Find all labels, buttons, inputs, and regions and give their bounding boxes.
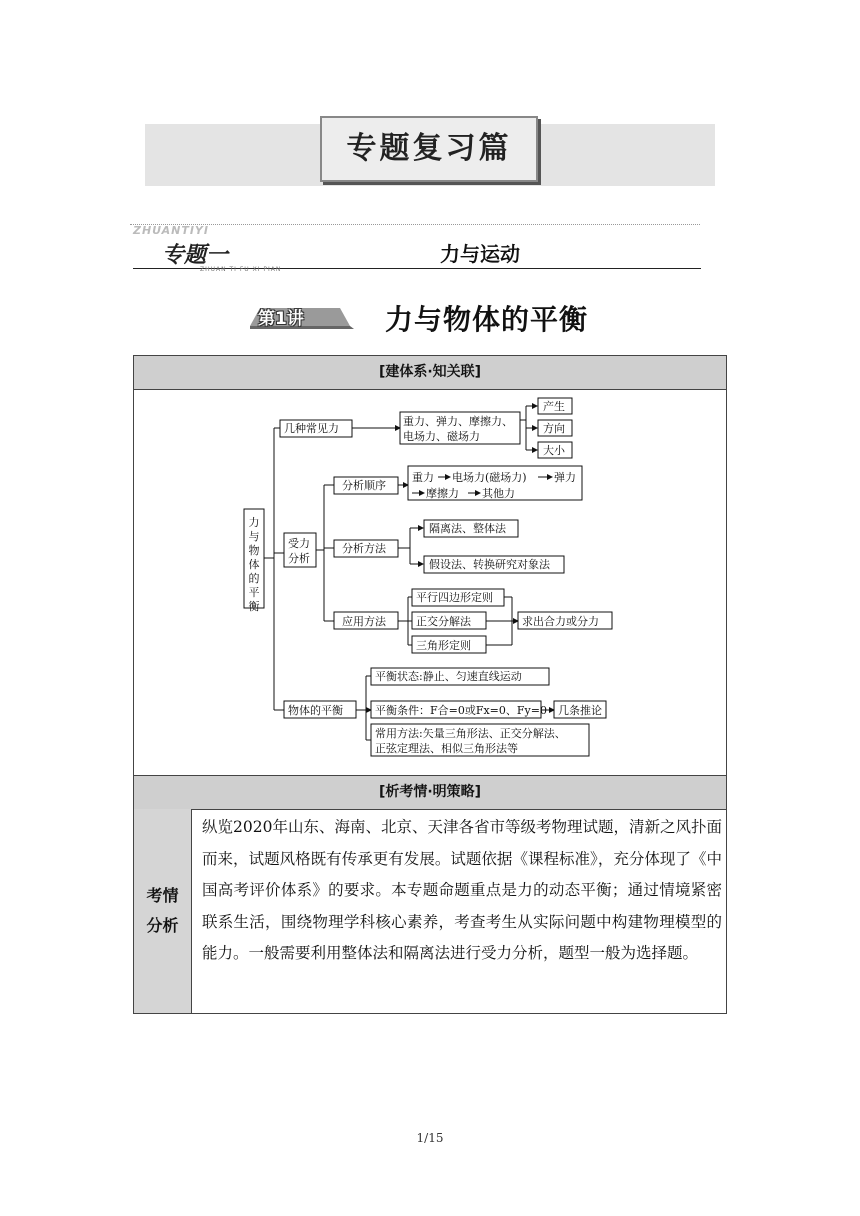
application-result: 求出合力或分力 [522, 615, 599, 628]
topic-small-logo: ZHUAN TI FU XI PIAN [200, 266, 282, 273]
forces-list-line1: 重力、弹力、摩擦力、 [403, 415, 513, 428]
root-char-6: 衡 [248, 600, 260, 613]
analysis-row-label-cell [134, 809, 192, 1013]
force-analysis-line1: 受力 [288, 537, 310, 550]
topic-title: 力与运动 [440, 242, 520, 266]
content-table [133, 355, 727, 1014]
analysis-row-label: 考情分析 [146, 886, 179, 935]
aspect-direction: 方向 [543, 422, 565, 435]
order-friction: 摩擦力 [426, 487, 459, 500]
concept-map [134, 390, 726, 775]
force-analysis-line2: 分析 [288, 552, 310, 565]
application-orthogonal: 正交分解法 [416, 615, 471, 628]
root-char-1: 与 [248, 530, 260, 543]
root-char-2: 物 [248, 544, 260, 557]
application-parallelogram: 平行四边形定则 [416, 591, 493, 604]
order-elastic: 弹力 [554, 471, 576, 484]
topic-label: 专题一 [162, 243, 229, 268]
equilibrium-condition: 平衡条件：F合=0或Fx=0、Fy=0 [375, 704, 547, 717]
topic-dotted-rule [130, 224, 700, 225]
aspect-produce: 产生 [543, 400, 565, 413]
forces-list-line2: 电场力、磁场力 [403, 430, 480, 443]
order-electric: 电场力(磁场力) [452, 471, 527, 484]
section-header-system: [建体系·知关联] [134, 356, 726, 390]
equilibrium-state: 平衡状态:静止、匀速直线运动 [375, 670, 522, 683]
page-number: 1/15 [416, 1131, 444, 1145]
root-char-0: 力 [248, 516, 260, 529]
common-methods-line2: 正弦定理法、相似三角形法等 [375, 742, 518, 755]
common-forces-label: 几种常见力 [284, 422, 339, 435]
analysis-method-label: 分析方法 [342, 542, 386, 555]
analysis-paragraph: 纵览2020年山东、海南、北京、天津各省市等级考物理试题，清新之风扑面而来，试题风格既有传承更有发展。试题依据《课程标准》，充分体现了《中国高考评价体系》的要求。本专题命题重点是力的动态平衡；通过情境紧密联系生活，围绕物理学科核心素养，考查考生从实际问题中构建物理模型的能力。一般需要利用整体法和隔离法进行受力分析，题型一般为选择题。 [202, 818, 722, 962]
equilibrium-result: 几条推论 [558, 704, 602, 717]
method-assumption: 假设法、转换研究对象法 [429, 558, 550, 571]
aspect-magnitude: 大小 [543, 444, 565, 457]
method-isolation: 隔离法、整体法 [429, 522, 506, 535]
order-gravity: 重力 [412, 471, 434, 484]
root-char-3: 体 [248, 558, 260, 571]
application-triangle: 三角形定则 [416, 639, 471, 652]
root-char-4: 的 [248, 572, 260, 585]
lecture-title: 力与物体的平衡 [385, 303, 589, 336]
common-methods-line1: 常用方法:矢量三角形法、正交分解法、 [375, 727, 566, 740]
section-header-analysis: [析考情·明策略] [134, 775, 726, 810]
analysis-order-label: 分析顺序 [342, 479, 386, 492]
banner-title: 专题复习篇 [346, 131, 512, 166]
application-method-label: 应用方法 [342, 615, 386, 628]
equilibrium-label: 物体的平衡 [288, 704, 343, 717]
topic-watermark-logo: ZHUANTIYI [133, 224, 209, 237]
root-char-5: 平 [248, 586, 260, 599]
order-other: 其他力 [482, 487, 515, 500]
lecture-label: 第1讲 [258, 309, 304, 329]
